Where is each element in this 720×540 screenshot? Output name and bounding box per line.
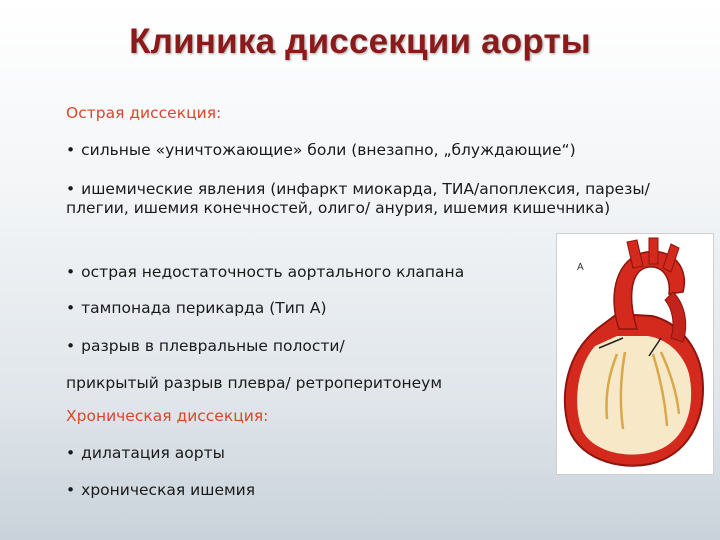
bullet-icon: •	[66, 481, 76, 499]
heart-illustration	[556, 233, 714, 475]
list-item	[66, 444, 225, 463]
list-item-text: тампонада перикарда (Тип А)	[81, 299, 327, 317]
bullet-icon: •	[66, 299, 76, 317]
bullet-icon: •	[66, 180, 76, 198]
bullet-icon: •	[66, 337, 76, 355]
bullet-icon: •	[66, 444, 76, 462]
list-item	[66, 263, 464, 282]
list-item-text: сильные «уничтожающие» боли (внезапно, „блуждающие“)	[81, 141, 576, 159]
list-item-text: острая недостаточность аортального клапана	[81, 263, 465, 281]
list-item	[66, 481, 255, 500]
list-item	[66, 299, 327, 318]
list-item	[66, 180, 691, 218]
list-item	[66, 337, 345, 356]
list-item-text: разрыв в плевральные полости/	[81, 337, 345, 355]
heart-aortic-dissection-icon	[557, 234, 713, 474]
chronic-heading: Хроническая диссекция:	[66, 407, 269, 425]
list-item	[66, 141, 576, 160]
bullet-icon: •	[66, 263, 76, 281]
heart-interior	[577, 336, 691, 455]
list-item-text: ишемические явления (инфаркт миокарда, ТИА/апоплексия, парезы/ плегии, ишемия конечностей, олиго/ анурия, ишемия кишечника)	[66, 180, 650, 217]
acute-heading: Острая диссекция:	[66, 104, 222, 122]
list-item-text: хроническая ишемия	[81, 481, 256, 499]
slide-title: Клиника диссекции аорты	[129, 22, 591, 61]
vessel	[649, 238, 658, 264]
list-item-continuation: прикрытый разрыв плевра/ ретроперитонеум	[66, 374, 443, 392]
bullet-icon: •	[66, 141, 76, 159]
list-item-text: дилатация аорты	[81, 444, 225, 462]
figure-label: A	[577, 262, 584, 273]
